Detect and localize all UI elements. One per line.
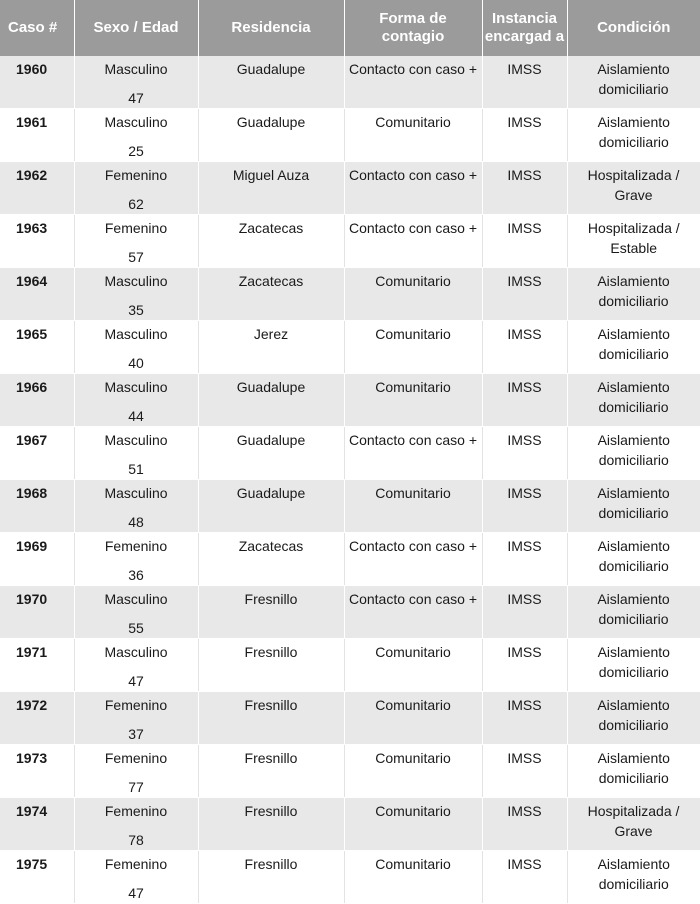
cell-forma-contagio: Comunitario <box>344 321 482 374</box>
cell-instancia: IMSS <box>482 109 567 162</box>
cell-forma-contagio: Contacto con caso + <box>344 56 482 109</box>
cell-sexo-edad <box>74 215 198 268</box>
cell-sexo-edad <box>74 56 198 109</box>
table-row <box>0 162 700 215</box>
cell-instancia: IMSS <box>482 162 567 215</box>
cell-residencia: Guadalupe <box>198 480 344 533</box>
cell-sexo-edad <box>74 109 198 162</box>
cell-edad: 47 <box>128 673 144 689</box>
header-condicion: Condición <box>567 0 700 56</box>
table-row <box>0 215 700 268</box>
cell-sexo-edad <box>74 480 198 533</box>
cell-condicion: Aislamiento domiciliario <box>567 586 700 639</box>
cell-residencia: Zacatecas <box>198 533 344 586</box>
table-row <box>0 533 700 586</box>
cell-condicion: Aislamiento domiciliario <box>567 427 700 480</box>
cell-edad: 47 <box>128 885 144 901</box>
cell-condicion: Aislamiento domiciliario <box>567 851 700 904</box>
cell-caso: 1970 <box>0 586 74 639</box>
cell-sexo: Masculino <box>104 485 168 501</box>
cell-residencia: Zacatecas <box>198 215 344 268</box>
cell-sexo-edad <box>74 162 198 215</box>
cell-instancia: IMSS <box>482 427 567 480</box>
cell-residencia: Fresnillo <box>198 639 344 692</box>
cell-sexo: Femenino <box>104 750 168 766</box>
cell-sexo: Femenino <box>104 856 168 872</box>
cell-sexo-edad <box>74 745 198 798</box>
cell-caso: 1968 <box>0 480 74 533</box>
cell-residencia: Fresnillo <box>198 745 344 798</box>
cell-residencia: Fresnillo <box>198 692 344 745</box>
header-forma-contagio: Forma de contagio <box>344 0 482 56</box>
cell-instancia: IMSS <box>482 745 567 798</box>
cell-sexo: Femenino <box>104 697 168 713</box>
cell-instancia: IMSS <box>482 268 567 321</box>
cell-condicion: Aislamiento domiciliario <box>567 56 700 109</box>
cell-caso: 1969 <box>0 533 74 586</box>
cell-instancia: IMSS <box>482 692 567 745</box>
cell-edad: 78 <box>128 832 144 848</box>
cell-sexo-edad <box>74 798 198 851</box>
table-row <box>0 268 700 321</box>
cell-instancia: IMSS <box>482 586 567 639</box>
cell-sexo: Masculino <box>104 591 168 607</box>
cell-sexo: Masculino <box>104 326 168 342</box>
cell-edad: 77 <box>128 779 144 795</box>
cell-caso: 1965 <box>0 321 74 374</box>
cell-caso: 1960 <box>0 56 74 109</box>
cell-sexo: Masculino <box>104 379 168 395</box>
cell-condicion: Aislamiento domiciliario <box>567 109 700 162</box>
cell-forma-contagio: Comunitario <box>344 480 482 533</box>
cell-sexo-edad <box>74 639 198 692</box>
cell-caso: 1974 <box>0 798 74 851</box>
cell-edad: 62 <box>128 196 144 212</box>
table-row <box>0 321 700 374</box>
cell-residencia: Miguel Auza <box>198 162 344 215</box>
cell-sexo-edad <box>74 586 198 639</box>
cell-condicion: Aislamiento domiciliario <box>567 745 700 798</box>
table-row <box>0 56 700 109</box>
cell-caso: 1962 <box>0 162 74 215</box>
cell-residencia: Guadalupe <box>198 427 344 480</box>
cell-sexo-edad <box>74 374 198 427</box>
cell-edad: 51 <box>128 461 144 477</box>
cell-condicion: Hospitalizada / Estable <box>567 215 700 268</box>
cell-instancia: IMSS <box>482 321 567 374</box>
cell-condicion: Aislamiento domiciliario <box>567 374 700 427</box>
cell-forma-contagio: Contacto con caso + <box>344 215 482 268</box>
cell-sexo-edad <box>74 851 198 904</box>
header-sexo-edad: Sexo / Edad <box>74 0 198 56</box>
cell-residencia: Guadalupe <box>198 56 344 109</box>
cell-residencia: Jerez <box>198 321 344 374</box>
cell-caso: 1972 <box>0 692 74 745</box>
cell-caso: 1966 <box>0 374 74 427</box>
cell-forma-contagio: Comunitario <box>344 109 482 162</box>
cell-sexo: Femenino <box>104 220 168 236</box>
cell-residencia: Guadalupe <box>198 109 344 162</box>
table-row <box>0 692 700 745</box>
cell-edad: 44 <box>128 408 144 424</box>
cell-sexo: Femenino <box>104 167 168 183</box>
cell-condicion: Aislamiento domiciliario <box>567 533 700 586</box>
cell-forma-contagio: Contacto con caso + <box>344 427 482 480</box>
cell-sexo: Masculino <box>104 432 168 448</box>
cell-residencia: Fresnillo <box>198 586 344 639</box>
cell-residencia: Guadalupe <box>198 374 344 427</box>
cell-edad: 57 <box>128 249 144 265</box>
table-row <box>0 374 700 427</box>
cell-edad: 36 <box>128 567 144 583</box>
table-header <box>0 0 700 56</box>
cell-forma-contagio: Comunitario <box>344 745 482 798</box>
cell-sexo: Femenino <box>104 803 168 819</box>
cell-sexo: Masculino <box>104 273 168 289</box>
cell-sexo: Masculino <box>104 61 168 77</box>
cell-condicion: Hospitalizada / Grave <box>567 798 700 851</box>
cell-sexo-edad <box>74 533 198 586</box>
cell-forma-contagio: Comunitario <box>344 851 482 904</box>
cell-instancia: IMSS <box>482 215 567 268</box>
cell-residencia: Zacatecas <box>198 268 344 321</box>
cell-caso: 1975 <box>0 851 74 904</box>
cell-forma-contagio: Comunitario <box>344 268 482 321</box>
cell-instancia: IMSS <box>482 56 567 109</box>
cell-edad: 37 <box>128 726 144 742</box>
cell-edad: 40 <box>128 355 144 371</box>
header-instancia: Instancia encargad a <box>482 0 567 56</box>
cell-condicion: Aislamiento domiciliario <box>567 639 700 692</box>
cell-caso: 1967 <box>0 427 74 480</box>
cell-instancia: IMSS <box>482 851 567 904</box>
cell-condicion: Aislamiento domiciliario <box>567 321 700 374</box>
cell-condicion: Aislamiento domiciliario <box>567 268 700 321</box>
header-row <box>0 0 700 56</box>
cell-caso: 1973 <box>0 745 74 798</box>
cell-forma-contagio: Comunitario <box>344 374 482 427</box>
table-row <box>0 480 700 533</box>
cell-sexo-edad <box>74 692 198 745</box>
cell-edad: 47 <box>128 90 144 106</box>
header-caso: Caso # <box>0 0 74 56</box>
cell-forma-contagio: Comunitario <box>344 639 482 692</box>
cell-edad: 35 <box>128 302 144 318</box>
cell-instancia: IMSS <box>482 480 567 533</box>
table-row <box>0 851 700 904</box>
cell-sexo: Femenino <box>104 538 168 554</box>
table-row <box>0 745 700 798</box>
cell-sexo-edad <box>74 427 198 480</box>
cell-caso: 1964 <box>0 268 74 321</box>
cell-instancia: IMSS <box>482 639 567 692</box>
cell-forma-contagio: Comunitario <box>344 798 482 851</box>
cell-edad: 48 <box>128 514 144 530</box>
cell-residencia: Fresnillo <box>198 851 344 904</box>
cell-sexo: Masculino <box>104 644 168 660</box>
cell-condicion: Hospitalizada / Grave <box>567 162 700 215</box>
cell-caso: 1963 <box>0 215 74 268</box>
cell-forma-contagio: Comunitario <box>344 692 482 745</box>
table-row <box>0 427 700 480</box>
table-row <box>0 109 700 162</box>
cell-residencia: Fresnillo <box>198 798 344 851</box>
cell-forma-contagio: Contacto con caso + <box>344 533 482 586</box>
cell-instancia: IMSS <box>482 798 567 851</box>
cell-sexo-edad <box>74 268 198 321</box>
cell-forma-contagio: Contacto con caso + <box>344 586 482 639</box>
table-body <box>0 56 700 904</box>
cell-instancia: IMSS <box>482 374 567 427</box>
cell-caso: 1971 <box>0 639 74 692</box>
cell-sexo: Masculino <box>104 114 168 130</box>
cell-condicion: Aislamiento domiciliario <box>567 480 700 533</box>
cell-condicion: Aislamiento domiciliario <box>567 692 700 745</box>
cell-caso: 1961 <box>0 109 74 162</box>
table-row <box>0 586 700 639</box>
table-row <box>0 798 700 851</box>
cell-edad: 55 <box>128 620 144 636</box>
cell-forma-contagio: Contacto con caso + <box>344 162 482 215</box>
cell-sexo-edad <box>74 321 198 374</box>
header-residencia: Residencia <box>198 0 344 56</box>
table-row <box>0 639 700 692</box>
cell-edad: 25 <box>128 143 144 159</box>
cell-instancia: IMSS <box>482 533 567 586</box>
